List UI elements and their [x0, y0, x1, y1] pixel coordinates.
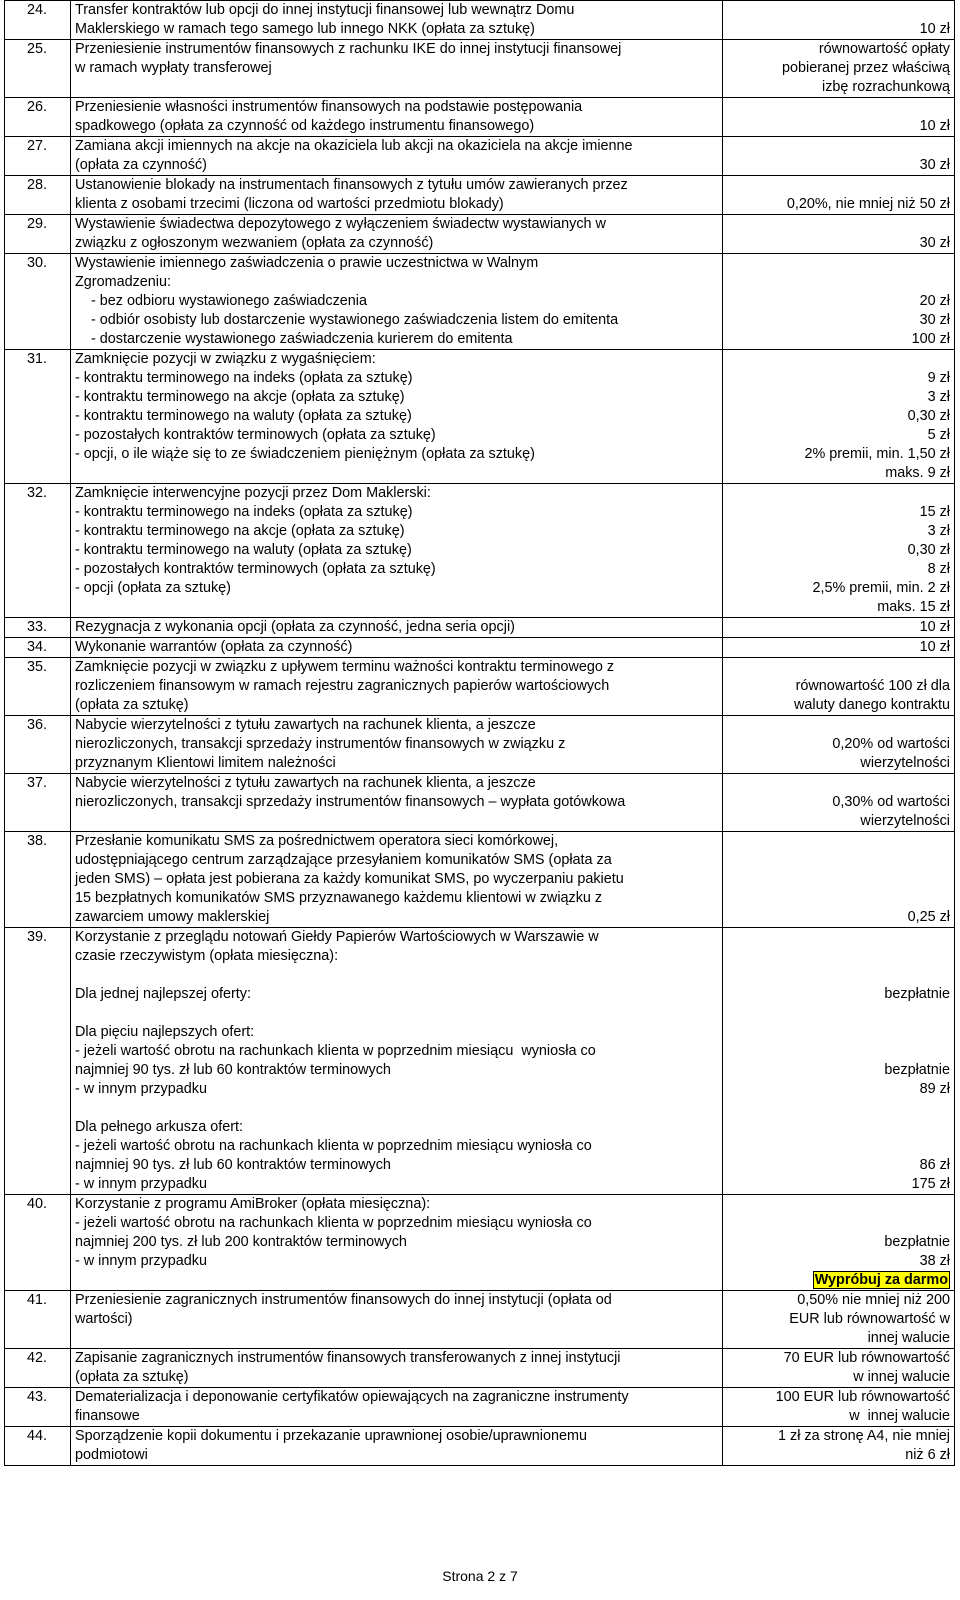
fees-table — [4, 0, 955, 1466]
description-line: rozliczeniem finansowym w ramach rejestru zagranicznych papierów wartościowych — [75, 678, 610, 694]
row-price — [723, 658, 955, 716]
row-number: 39. — [5, 928, 71, 1195]
price-line: w innej walucie — [853, 1369, 950, 1385]
description-line: - opcji (opłata za sztukę) — [75, 580, 231, 596]
description-line: Transfer kontraktów lub opcji do innej instytucji finansowej lub wewnątrz Domu — [75, 2, 575, 18]
price-line: niż 6 zł — [905, 1447, 950, 1463]
price-line: 175 zł — [911, 1176, 950, 1192]
price-line: pobieranej przez właściwą — [782, 60, 950, 76]
price-line: 30 zł — [919, 312, 950, 328]
fees-table-body — [5, 1, 955, 1466]
description-line: Wystawienie imiennego zaświadczenia o prawie uczestnictwa w Walnym — [75, 255, 539, 271]
table-row — [5, 98, 955, 137]
description-line: (opłata za sztukę) — [75, 1369, 189, 1385]
price-line: 8 zł — [927, 561, 950, 577]
price-line: 0,25 zł — [907, 909, 950, 925]
price-line — [727, 273, 950, 292]
table-row — [5, 350, 955, 484]
price-line: 2% premii, min. 1,50 zł — [804, 446, 950, 462]
table-row — [5, 832, 955, 928]
price-line: 10 zł — [919, 619, 950, 635]
price-line: 38 zł — [919, 1253, 950, 1269]
row-number: 42. — [5, 1349, 71, 1388]
row-price — [723, 40, 955, 98]
description-line: Sporządzenie kopii dokumentu i przekazanie uprawnionej osobie/uprawnionemu — [75, 1428, 587, 1444]
price-line: wierzytelności — [860, 813, 950, 829]
description-line: Dla pełnego arkusza ofert: — [75, 1119, 243, 1135]
description-line: Rezygnacja z wykonania opcji (opłata za czynność, jedna seria opcji) — [75, 619, 515, 635]
price-line: równowartość opłaty — [818, 41, 950, 57]
row-description — [71, 1427, 723, 1466]
price-line: wierzytelności — [860, 755, 950, 771]
description-line — [75, 1004, 718, 1023]
description-line: jeden SMS) – opłata jest pobierana za każdy komunikat SMS, po wyczerpaniu pakietu — [75, 871, 624, 887]
price-line: innej walucie — [867, 1330, 950, 1346]
table-row — [5, 484, 955, 618]
table-row — [5, 1291, 955, 1349]
row-number: 43. — [5, 1388, 71, 1427]
description-line: - w innym przypadku — [75, 1176, 207, 1192]
price-line — [727, 254, 950, 273]
row-number: 35. — [5, 658, 71, 716]
row-description — [71, 1349, 723, 1388]
row-description — [71, 254, 723, 350]
description-line: nierozliczonych, transakcji sprzedaży instrumentów finansowych w związku z — [75, 736, 566, 752]
row-number: 26. — [5, 98, 71, 137]
row-number: 29. — [5, 215, 71, 254]
row-number: 31. — [5, 350, 71, 484]
row-description — [71, 832, 723, 928]
price-line: w innej walucie — [849, 1408, 950, 1424]
price-line — [727, 1195, 950, 1214]
price-line: 0,20%, nie mniej niż 50 zł — [786, 196, 950, 212]
description-line: nierozliczonych, transakcji sprzedaży instrumentów finansowych – wypłata gotówkowa — [75, 794, 626, 810]
row-number: 44. — [5, 1427, 71, 1466]
description-line: najmniej 90 tys. zł lub 60 kontraktów terminowych — [75, 1157, 391, 1173]
row-description — [71, 484, 723, 618]
row-price — [723, 832, 955, 928]
price-line: izbę rozrachunkową — [822, 79, 950, 95]
price-line — [727, 350, 950, 369]
row-number: 33. — [5, 618, 71, 638]
price-line: 3 zł — [927, 523, 950, 539]
row-number: 41. — [5, 1291, 71, 1349]
description-line: czasie rzeczywistym (opłata miesięczna): — [75, 948, 339, 964]
price-line: bezpłatnie — [884, 1234, 950, 1250]
description-line: spadkowego (opłata za czynność od każdego instrumentu finansowego) — [75, 118, 535, 134]
description-line: Ustanowienie blokady na instrumentach finansowych z tytułu umów zawieranych przez — [75, 177, 628, 193]
description-line: - pozostałych kontraktów terminowych (opłata za sztukę) — [75, 561, 436, 577]
description-line: w ramach wypłaty transferowej — [75, 60, 272, 76]
price-line: 0,20% od wartości — [832, 736, 950, 752]
description-line: zawarciem umowy maklerskiej — [75, 909, 270, 925]
price-line — [727, 1042, 950, 1061]
price-line — [727, 928, 950, 947]
price-line — [727, 832, 950, 851]
price-line: bezpłatnie — [884, 986, 950, 1002]
table-row — [5, 1427, 955, 1466]
row-number: 32. — [5, 484, 71, 618]
description-line: - kontraktu terminowego na waluty (opłata za sztukę) — [75, 542, 412, 558]
price-line — [727, 716, 950, 735]
description-line: wartości) — [75, 1311, 133, 1327]
price-line: równowartość 100 zł dla — [795, 678, 950, 694]
table-row — [5, 1349, 955, 1388]
price-line: 0,30% od wartości — [832, 794, 950, 810]
price-line — [727, 176, 950, 195]
row-price — [723, 254, 955, 350]
price-line: bezpłatnie — [884, 1062, 950, 1078]
price-line: 10 zł — [919, 21, 950, 37]
price-line — [727, 1137, 950, 1156]
description-line: Przeniesienie własności instrumentów finansowych na podstawie postępowania — [75, 99, 583, 115]
row-price — [723, 618, 955, 638]
price-line: 5 zł — [927, 427, 950, 443]
price-line — [727, 966, 950, 985]
description-line: udostępniającego centrum zarządzające przesyłaniem komunikatów SMS (opłata za — [75, 852, 612, 868]
row-number: 37. — [5, 774, 71, 832]
description-line: - w innym przypadku — [75, 1253, 207, 1269]
row-description — [71, 1195, 723, 1291]
price-line — [727, 215, 950, 234]
row-price — [723, 1349, 955, 1388]
description-line: podmiotowi — [75, 1447, 148, 1463]
table-row — [5, 215, 955, 254]
description-line — [75, 1271, 718, 1290]
description-line: - jeżeli wartość obrotu na rachunkach klienta w poprzednim miesiącu wyniosła co — [75, 1215, 592, 1231]
description-line: najmniej 200 tys. zł lub 200 kontraktów terminowych — [75, 1234, 407, 1250]
description-line: - dostarczenie wystawionego zaświadczenia kurierem do emitenta — [75, 331, 513, 347]
row-number: 24. — [5, 1, 71, 40]
row-description — [71, 350, 723, 484]
description-line: - kontraktu terminowego na indeks (opłata za sztukę) — [75, 504, 413, 520]
row-price — [723, 350, 955, 484]
table-row — [5, 658, 955, 716]
description-line: przyznanym Klientowi limitem należności — [75, 755, 336, 771]
price-line — [727, 889, 950, 908]
price-line: 2,5% premii, min. 2 zł — [812, 580, 950, 596]
price-line: 15 zł — [919, 504, 950, 520]
price-line: 30 zł — [919, 157, 950, 173]
try-free-badge: Wypróbuj za darmo — [814, 1272, 948, 1288]
description-line — [75, 812, 718, 831]
price-line — [727, 1, 950, 20]
price-line: 30 zł — [919, 235, 950, 251]
description-line — [75, 464, 718, 483]
description-line: klienta z osobami trzecimi (liczona od wartości przedmiotu blokady) — [75, 196, 504, 212]
row-description — [71, 928, 723, 1195]
price-line — [727, 658, 950, 677]
description-line: 15 bezpłatnych komunikatów SMS przyznawanego każdemu klientowi w związku z — [75, 890, 603, 906]
description-line: Przeniesienie instrumentów finansowych z rachunku IKE do innej instytucji finansowej — [75, 41, 622, 57]
description-line — [75, 966, 718, 985]
description-line: - jeżeli wartość obrotu na rachunkach klienta w poprzednim miesiącu wyniosła co — [75, 1043, 596, 1059]
row-number: 27. — [5, 137, 71, 176]
page-footer: Strona 2 z 7 — [442, 1568, 518, 1584]
price-line: 70 EUR lub równowartość — [783, 1350, 950, 1366]
table-row — [5, 1, 955, 40]
row-description — [71, 176, 723, 215]
description-line: najmniej 90 tys. zł lub 60 kontraktów terminowych — [75, 1062, 391, 1078]
price-line — [727, 98, 950, 117]
description-line: związku z ogłoszonym wezwaniem (opłata za czynność) — [75, 235, 434, 251]
row-description — [71, 638, 723, 658]
description-line: Maklerskiego w ramach tego samego lub innego NKK (opłata za sztukę) — [75, 21, 535, 37]
row-description — [71, 618, 723, 638]
row-description — [71, 1388, 723, 1427]
row-number: 36. — [5, 716, 71, 774]
price-line: 100 zł — [911, 331, 950, 347]
row-description — [71, 658, 723, 716]
price-line: maks. 15 zł — [877, 599, 950, 615]
row-price — [723, 1291, 955, 1349]
row-number: 25. — [5, 40, 71, 98]
description-line: (opłata za czynność) — [75, 157, 207, 173]
table-row — [5, 774, 955, 832]
table-row — [5, 1195, 955, 1291]
table-row — [5, 1388, 955, 1427]
row-description — [71, 137, 723, 176]
price-line: EUR lub równowartość w — [789, 1311, 950, 1327]
description-line: Dla pięciu najlepszych ofert: — [75, 1024, 255, 1040]
table-row — [5, 137, 955, 176]
description-line: Zapisanie zagranicznych instrumentów finansowych transferowanych z innej instytucji — [75, 1350, 621, 1366]
row-description — [71, 40, 723, 98]
description-line: Wykonanie warrantów (opłata za czynność) — [75, 639, 353, 655]
row-number: 38. — [5, 832, 71, 928]
description-line: Zamiana akcji imiennych na akcje na okaziciela lub akcji na okaziciela na akcje imienne — [75, 138, 633, 154]
price-line — [727, 1214, 950, 1233]
price-line: maks. 9 zł — [885, 465, 950, 481]
table-row — [5, 40, 955, 98]
description-line — [75, 78, 718, 97]
row-description — [71, 98, 723, 137]
row-number: 40. — [5, 1195, 71, 1291]
row-description — [71, 1, 723, 40]
description-line: Wystawienie świadectwa depozytowego z wyłączeniem świadectw wystawianych w — [75, 216, 606, 232]
table-row — [5, 176, 955, 215]
description-line: - w innym przypadku — [75, 1081, 207, 1097]
row-price — [723, 1388, 955, 1427]
description-line: Dla jednej najlepszej oferty: — [75, 986, 251, 1002]
price-line: 0,30 zł — [907, 542, 950, 558]
description-line: - pozostałych kontraktów terminowych (opłata za sztukę) — [75, 427, 436, 443]
row-description — [71, 215, 723, 254]
description-line: Dematerializacja i deponowanie certyfikatów opiewających na zagraniczne instrumenty — [75, 1389, 629, 1405]
price-line — [727, 851, 950, 870]
description-line: Przesłanie komunikatu SMS za pośrednictwem operatora sieci komórkowej, — [75, 833, 559, 849]
description-line: - bez odbioru wystawionego zaświadczenia — [75, 293, 367, 309]
price-line: 3 zł — [927, 389, 950, 405]
description-line: Korzystanie z przeglądu notowań Giełdy Papierów Wartościowych w Warszawie w — [75, 929, 599, 945]
description-line: Nabycie wierzytelności z tytułu zawartych na rachunek klienta, a jeszcze — [75, 717, 536, 733]
price-line — [727, 1118, 950, 1137]
row-price — [723, 484, 955, 618]
price-line: 0,50% nie mniej niż 200 — [797, 1292, 950, 1308]
price-line — [727, 1099, 950, 1118]
row-price — [723, 137, 955, 176]
price-line — [727, 137, 950, 156]
table-row — [5, 638, 955, 658]
row-price — [723, 98, 955, 137]
row-price — [723, 638, 955, 658]
price-line: 10 zł — [919, 639, 950, 655]
price-line: 1 zł za stronę A4, nie mniej — [778, 1428, 950, 1444]
row-number: 30. — [5, 254, 71, 350]
description-line: finansowe — [75, 1408, 140, 1424]
price-line — [727, 947, 950, 966]
description-line: - kontraktu terminowego na akcje (opłata za sztukę) — [75, 523, 405, 539]
price-line: 9 zł — [927, 370, 950, 386]
description-line — [75, 1099, 718, 1118]
description-line — [75, 598, 718, 617]
description-line: - kontraktu terminowego na waluty (opłata za sztukę) — [75, 408, 412, 424]
price-line: waluty danego kontraktu — [794, 697, 950, 713]
description-line: Korzystanie z programu AmiBroker (opłata miesięczna): — [75, 1196, 431, 1212]
price-line — [727, 1023, 950, 1042]
description-line: - kontraktu terminowego na indeks (opłata za sztukę) — [75, 370, 413, 386]
row-price — [723, 1195, 955, 1291]
description-line: Zamknięcie interwencyjne pozycji przez Dom Maklerski: — [75, 485, 431, 501]
table-row — [5, 928, 955, 1195]
price-line — [727, 484, 950, 503]
price-line: 89 zł — [919, 1081, 950, 1097]
price-line — [727, 1004, 950, 1023]
row-description — [71, 774, 723, 832]
row-price — [723, 928, 955, 1195]
price-line — [727, 774, 950, 793]
row-price — [723, 716, 955, 774]
row-number: 28. — [5, 176, 71, 215]
description-line: - kontraktu terminowego na akcje (opłata za sztukę) — [75, 389, 405, 405]
row-description — [71, 1291, 723, 1349]
description-line: Przeniesienie zagranicznych instrumentów finansowych do innej instytucji (opłata od — [75, 1292, 612, 1308]
table-row — [5, 254, 955, 350]
description-line: Nabycie wierzytelności z tytułu zawartych na rachunek klienta, a jeszcze — [75, 775, 536, 791]
price-line: 100 EUR lub równowartość — [775, 1389, 950, 1405]
description-line — [75, 1329, 718, 1348]
price-line — [727, 1271, 950, 1290]
price-line: 86 zł — [919, 1157, 950, 1173]
description-line: Zamknięcie pozycji w związku z upływem terminu ważności kontraktu terminowego z — [75, 659, 615, 675]
row-price — [723, 774, 955, 832]
description-line: Zgromadzeniu: — [75, 274, 171, 290]
description-line: - odbiór osobisty lub dostarczenie wystawionego zaświadczenia listem do emitenta — [75, 312, 619, 328]
row-number: 34. — [5, 638, 71, 658]
table-row — [5, 716, 955, 774]
price-line — [727, 870, 950, 889]
row-price — [723, 1, 955, 40]
row-description — [71, 716, 723, 774]
row-price — [723, 215, 955, 254]
description-line: (opłata za sztukę) — [75, 697, 189, 713]
table-row — [5, 618, 955, 638]
description-line: - opcji, o ile wiąże się to ze świadczeniem pieniężnym (opłata za sztukę) — [75, 446, 535, 462]
description-line: - jeżeli wartość obrotu na rachunkach klienta w poprzednim miesiącu wyniosła co — [75, 1138, 592, 1154]
row-price — [723, 1427, 955, 1466]
price-line: 20 zł — [919, 293, 950, 309]
price-line: 0,30 zł — [907, 408, 950, 424]
description-line: Zamknięcie pozycji w związku z wygaśnięciem: — [75, 351, 376, 367]
price-line: 10 zł — [919, 118, 950, 134]
row-price — [723, 176, 955, 215]
